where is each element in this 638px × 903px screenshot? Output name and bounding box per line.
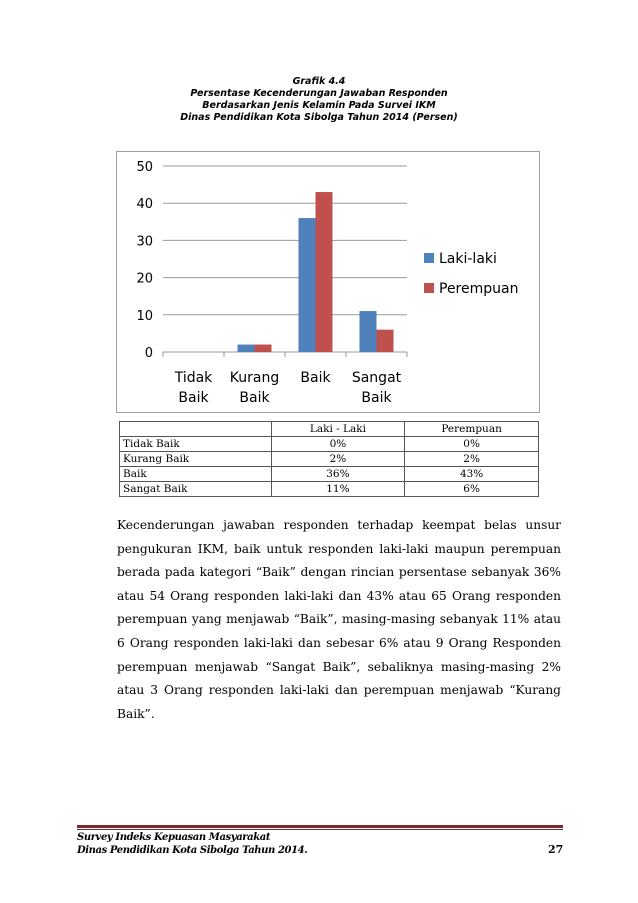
y-tick-label: 40 [136, 197, 153, 213]
table-cell-value: 0% [405, 437, 539, 452]
table-row [120, 437, 539, 452]
bar-laki-laki [238, 345, 255, 352]
x-tick-label-line: Baik [300, 370, 331, 386]
x-tick-label [174, 370, 213, 406]
y-tick-label: 50 [136, 160, 153, 175]
x-tick-label-line: Tidak [174, 370, 213, 386]
table-row [120, 467, 539, 482]
footer-rule [77, 825, 563, 828]
y-tick-label: 30 [136, 234, 153, 250]
data-table [119, 421, 539, 497]
x-tick-label-line: Baik [178, 390, 209, 406]
table-row [120, 452, 539, 467]
y-tick-label: 20 [136, 271, 153, 287]
table-header-cell: Laki - Laki [271, 422, 405, 437]
chart-canvas [117, 152, 541, 414]
bar-laki-laki [299, 218, 316, 352]
x-tick-label [352, 370, 402, 406]
x-tick-label [230, 370, 279, 406]
table-cell-value: 2% [271, 452, 405, 467]
table-cell-value: 43% [405, 467, 539, 482]
caption-line-1: Grafik 4.4 [292, 76, 346, 87]
table-cell-label: Baik [120, 467, 272, 482]
bar-perempuan [377, 330, 394, 352]
bar-perempuan [316, 192, 333, 352]
bar-laki-laki [360, 311, 377, 352]
table-cell-label: Sangat Baik [120, 482, 272, 497]
legend-swatch [424, 283, 434, 293]
bar-perempuan [255, 345, 272, 352]
x-tick-label [300, 370, 331, 386]
legend-label: Perempuan [439, 281, 519, 297]
legend-swatch [424, 253, 434, 263]
table-cell-value: 11% [271, 482, 405, 497]
x-tick-label-line: Sangat [351, 370, 402, 386]
y-tick-label: 10 [136, 308, 153, 324]
footer-title: Survey Indeks Kepuasan Masyarakat [77, 832, 271, 843]
footer-subtitle: Dinas Pendidikan Kota Sibolga Tahun 2014. [77, 845, 308, 856]
y-tick-label: 0 [144, 346, 153, 361]
caption-line-2: Persentase Kecenderungan Jawaban Responden [190, 88, 448, 99]
x-tick-label-line: Baik [239, 390, 270, 406]
figure-caption [0, 76, 638, 124]
footer-rule-thin [77, 829, 563, 830]
caption-line-3: Berdasarkan Jenis Kelamin Pada Survei IKM [202, 100, 436, 111]
table-cell-value: 2% [405, 452, 539, 467]
table-row [120, 482, 539, 497]
table-cell-label: Tidak Baik [120, 437, 272, 452]
table-header-row [120, 422, 539, 437]
table-cell-value: 6% [405, 482, 539, 497]
page-number: 27 [548, 843, 564, 856]
body-paragraph: Kecenderungan jawaban responden terhadap keempat belas unsur pengukuran IKM, baik untuk responden laki-laki maupun perempuan berada pada kategori “Baik” dengan rincian persentase sebanyak 36% atau 54 Orang responden laki-laki dan 43% atau 65 Orang responden perempuan yang menjawab “Baik”, masing-masing sebanyak 11% atau 6 Orang responden laki-laki dan sebesar 6% atau 9 Orang Responden perempuan menjawab “Sangat Baik”, sebaliknya masing-masing 2% atau 3 Orang responden laki-laki dan perempuan menjawab “Kurang Baik”. [117, 518, 561, 721]
table-cell-value: 36% [271, 467, 405, 482]
x-tick-label-line: Baik [361, 390, 392, 406]
legend-label: Laki-laki [439, 251, 497, 267]
x-tick-label-line: Kurang [229, 370, 280, 386]
table-header-cell: Perempuan [405, 422, 539, 437]
caption-line-4: Dinas Pendidikan Kota Sibolga Tahun 2014 (Persen) [180, 112, 458, 123]
bar-chart [116, 151, 540, 413]
table-cell-value: 0% [271, 437, 405, 452]
table-cell-label: Kurang Baik [120, 452, 272, 467]
table-header-cell [120, 422, 272, 437]
